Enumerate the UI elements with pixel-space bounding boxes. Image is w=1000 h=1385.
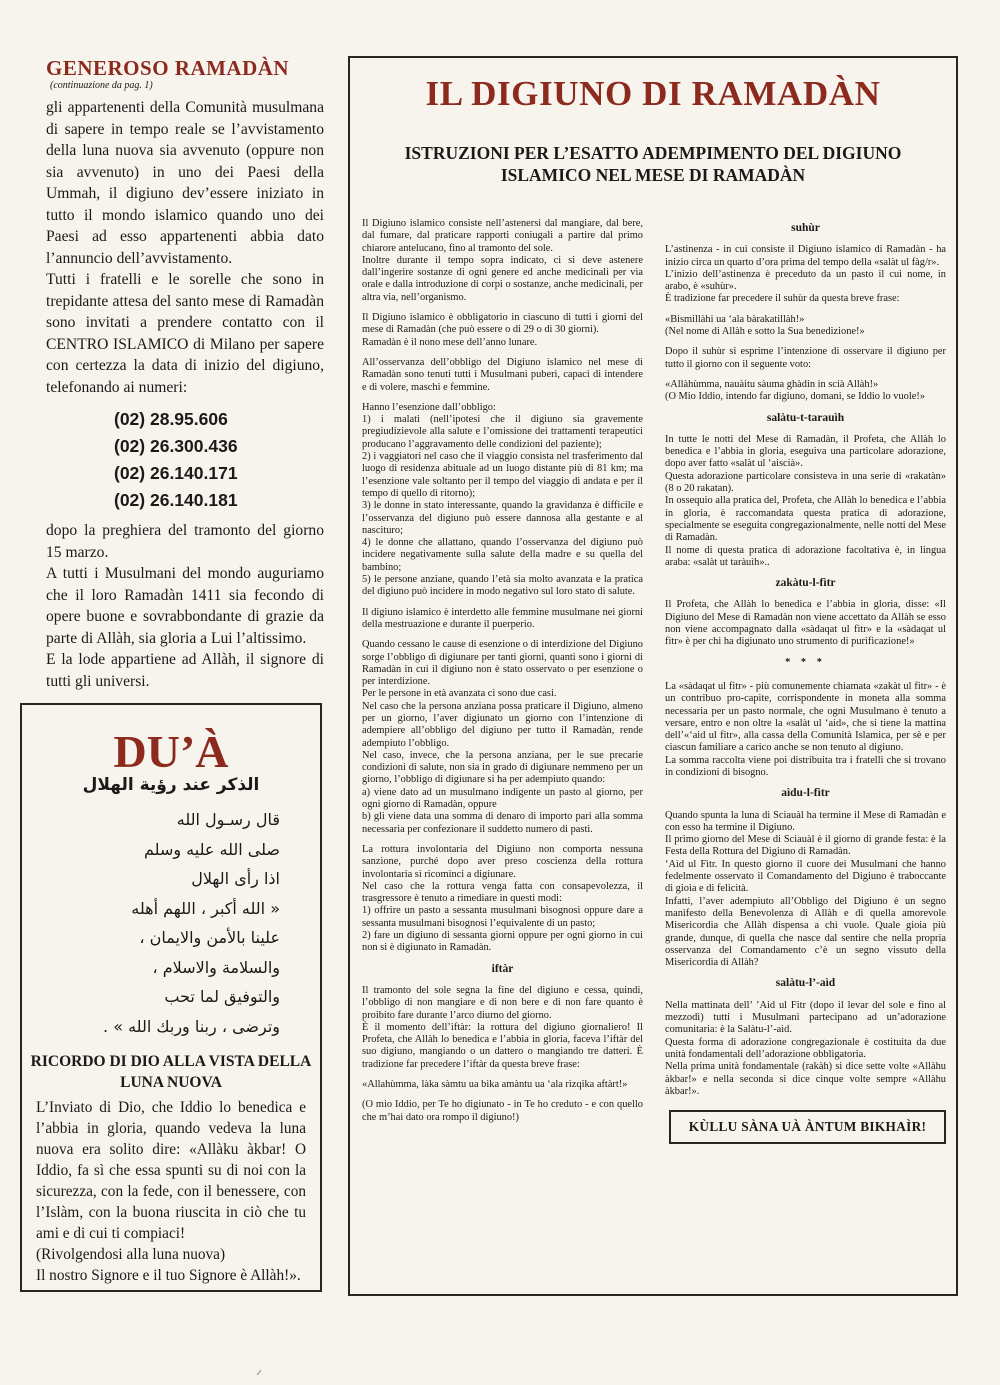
- main-subtitle-line: ISLAMICO NEL MESE DI RAMADÀN: [500, 165, 806, 185]
- paragraph: 4) le donne che allattano, quando l’osservanza del digiuno può incidere negativamente sulla salute della madre e su quella del bambino;: [362, 537, 643, 573]
- main-subtitle: [350, 142, 956, 186]
- paragraph: Dopo il suhùr si esprime l’intenzione di osservare il digiuno per tutto il giorno con il seguente voto:: [665, 346, 946, 370]
- article-columns: [362, 218, 946, 1144]
- paragraph: Hanno l’esenzione dall’obbligo:: [362, 401, 496, 413]
- paragraph: Per le persone in età avanzata ci sono due casi.: [362, 688, 557, 700]
- digiuno-box: [348, 56, 958, 1296]
- arabic-line: قال رسـول الله: [176, 810, 280, 829]
- paragraph: Infatti, l’aver adempiuto all’Obbligo del Digiuno è un segno manifesto della Benevolenza di Allàh e di quella amorevole Misericordia che Allàh dispensa a chi vuole. Quale gioia più grande, dunque, di quella che nasce dal sentire che nella propria osservanza del Comandamento c’è un segno vissuto della Misericordia di Allàh?: [665, 895, 946, 969]
- phone-number: (02) 26.140.181: [114, 490, 238, 510]
- paragraph: Il Profeta, che Allàh lo benedica e l’abbia in gloria, disse: «Il Digiuno del Mese di Ramadàn non viene accettato da Allàh se esso non viene accompagnato dalla «sàdaqat ul fìtr» e la «sàdaqat ul fìtr» è per chi ha digiunato uno strumento di purificazione!»: [665, 599, 946, 648]
- paragraph: Nel caso, invece, che la persona anziana, per le sue precarie condizioni di salute, non sia in grado di digiunare nemmeno per un giorno, l’obbligo di digiunare si ha per adempiuto quando:: [362, 749, 643, 786]
- ricordo-text: (Rivolgendosi alla luna nuova): [36, 1246, 226, 1263]
- paragraph: È il momento dell’iftàr: la rottura del digiuno giornaliero! Il Profeta, che Allàh lo benedica e l’abbia in gloria, faceva l’iftàr del suo digiuno, mangiando o un dattero o mangiando tre datteri. È tradizione far precedere l’iftàr da questa breve frase:: [362, 1021, 643, 1070]
- generoso-subtitle: (continuazione da pag. 1): [50, 80, 153, 91]
- section-divider: * * *: [785, 656, 826, 668]
- paragraph: (Nel nome di Allàh e sotto la Sua benedizione!»: [665, 326, 865, 338]
- paragraph: In ossequio alla pratica del, Profeta, che Allàh lo benedica e l’abbia in gloria, è raccomandata questa pratica di adorazione, specialmente se eseguita congregazionalmente, nelle notti del Mese di Ramadàn.: [665, 495, 947, 544]
- paragraph: Nella mattinata dell’ ’Aid ul Fitr (dopo il levar del sole e fino al mezzodì) tutti i Musulmani partecipano ad un’adorazione comunitaria: è la Salàtu-l’-aìd.: [665, 999, 946, 1036]
- main-subtitle-line: ISTRUZIONI PER L’ESATTO ADEMPIMENTO DEL DIGIUNO: [404, 143, 902, 163]
- generoso-body: [46, 97, 324, 692]
- section-heading-aidu: aìdu-l-fìtr: [781, 787, 830, 800]
- section-heading-zakatu: zakàtu-l-fìtr: [775, 577, 836, 590]
- dua-box: [20, 703, 322, 1292]
- ricordo-text: L’Inviato di Dio, che Iddio lo benedica e l’abbia in gloria, quando vedeva la luna nuova era solito dire: «Allàku àkbar! O Iddio, fa sì che essa spunti su di noi con la sicurezza, con la fede, con il benessere, con l’Islàm, con la buona riuscita in ciò che tu ami e di cui ti compiaci!: [36, 1099, 306, 1242]
- ricordo-body: [36, 1097, 306, 1286]
- ricordo-text: Il nostro Signore e il tuo Signore è Allàh!».: [36, 1267, 301, 1284]
- paragraph: Il digiuno islamico è interdetto alle femmine musulmane nei giorni della mestruazione e durante il puerperio.: [362, 606, 643, 630]
- paragraph: Quando spunta la luna di Sciauàl ha termine il Mese di Ramadàn e con esso ha termine il Digiuno.: [665, 809, 946, 833]
- paragraph: La rottura involontaria del Digiuno non comporta nessuna sanzione, purché dopo aver preso coscienza della rottura involontaria si ricominci a digiunare.: [362, 843, 643, 880]
- paragraph: Il primo giorno del Mese di Sciauàl è il giorno di grande festa: è la Festa della Rottura del Digiuno di Ramadàn.: [665, 834, 946, 858]
- phone-number: (02) 26.300.436: [114, 436, 238, 456]
- closing-greeting-box: KÙLLU SÀNA UÀ ÀNTUM BIKHAÌR!: [669, 1110, 946, 1144]
- generoso-paragraph: E la lode appartiene ad Allàh, il signore di tutti gli universi.: [46, 651, 324, 690]
- arabic-line: اذا رأى الهلال: [191, 869, 280, 888]
- arabic-line: وترضى ، ربنا وربك الله » .: [103, 1016, 280, 1036]
- main-title: IL DIGIUNO DI RAMADÀN: [425, 74, 881, 113]
- paragraph: Nel caso che la rottura venga fatta con consapevolezza, il trasgressore è tenuto a rimediare in questi modi:: [362, 880, 643, 905]
- paragraph: 2) fare un digiuno di sessanta giorni oppure per ogni giorno in cui non si è digiunato in Ramadàn.: [362, 930, 643, 954]
- paragraph: L’astinenza - in cui consiste il Digiuno islamico di Ramadàn - ha inizio circa un quarto d’ora prima del tempo della «salàt ul fàg/r».: [665, 244, 946, 268]
- paragraph: Inoltre durante il tempo sopra indicato, ci si deve astenere dall’ingerire sostanze di ogni genere ed anche medicinali per via orale e dalla introduzione di corpi o sostanze, anche medicinali, per altra via, nell’organismo.: [362, 254, 643, 303]
- section-heading-tarauih: salàtu-t-tarauìh: [766, 411, 845, 424]
- section-heading-iftar: iftàr: [491, 962, 514, 975]
- paragraph: L’inizio dell’astinenza è preceduto da un pasto il cui nome, in arabo, è «suhùr».: [665, 268, 946, 293]
- paragraph: Il tramonto del sole segna la fine del digiuno e cessa, quindi, l’obbligo di non mangiare e di non bere e di non fare quanto è proibito fare durante l’arco diurno del giorno.: [362, 984, 643, 1021]
- paragraph: 2) i vaggiatori nel caso che il viaggio consista nel trasferimento dal luogo di residenza abituale ad un luogo distante più di 81 km; ma l’esenzione vale soltanto per il tempo del viaggio di andata e per il tempo di quello di ritorno);: [362, 451, 643, 499]
- generoso-paragraph: A tutti i Musulmani del mondo auguriamo che il loro Ramadàn 1411 sia fecondo di opere buone e sovrabbondante di grazie da parte di Allàh, sia gloria a Lui l’altissimo.: [46, 565, 324, 647]
- paragraph: Quando cessano le cause di esenzione o di interdizione del Digiuno sorge l’obbligo di digiunare per tanti giorni, quanti sono i giorni di Ramadàn in cui il digiuno non è stato osservato o per esenzione o per interdizione.: [362, 639, 643, 688]
- generoso-section: [46, 56, 324, 692]
- paragraph: La somma raccolta viene poi distribuita tra i fratelli che si trovano in condizioni di bisogno.: [665, 754, 946, 778]
- scan-mark: [257, 1370, 262, 1375]
- section-heading-suhur: suhùr: [791, 222, 820, 234]
- paragraph: La «sàdaqat ul fitr» - più comunemente chiamata «zakàt ul fitr» - è un contribuo pro-capite, corrispondente in moneta alla somma necessaria per un pasto normale, che ogni Musulmano è tenuto a versare, entro e non oltre la «salàt ul ‘aid», che si tiene la mattina dell’«‘aid ul fitr», alla cassa della Comunità Islamica, per sè e per ciascun familiare a carico anche se non tenuto al digiuno.: [665, 680, 946, 754]
- arabic-prayer: [22, 805, 320, 1041]
- dua-title: DU’À: [113, 726, 229, 777]
- arabic-line: « الله أكبر ، اللهم أهله: [131, 898, 280, 918]
- arabic-line: والسلامة والاسلام ،: [152, 957, 280, 977]
- article-column-left: [362, 218, 643, 1144]
- phone-number: (02) 28.95.606: [114, 409, 228, 429]
- paragraph: (O mio Iddio, per Te ho digiunato - in Te ho creduto - e con quello che m’hai dato ora rompo il digiuno!): [362, 1099, 643, 1123]
- paragraph: 1) i malati (nell’ipotesi che il digiuno sia gravemente pregiudizievole alla salute e l’omissione dei trattamenti terapeutici producano l’aggravamento delle condizioni del paziente);: [362, 414, 643, 450]
- paragraph: (O Mio Iddio, intendo far digiuno, domani, se Iddio lo vuole!»: [665, 391, 926, 403]
- paragraph: «Allàhùmma, nauàitu sàuma ghàdin in scià Allàh!»: [665, 378, 879, 390]
- paragraph: «Bismillàhi ua ‘ala bàrakatillàh!»: [665, 313, 805, 325]
- phone-number: (02) 26.140.171: [114, 463, 238, 483]
- paragraph: Il Digiuno islamico è obbligatorio in ciascuno di tutti i giorni del mese di Ramadàn (che può essere o di 29 o di 30 giorni).: [362, 312, 643, 336]
- arabic-heading: الذكر عند رؤية الهلال: [82, 775, 260, 795]
- arabic-line: والتوفيق لما تحب: [164, 987, 280, 1006]
- paragraph: All’osservanza dell’obbligo del Digiuno islamico nel mese di Ramadàn sono tenuti tutti i Musulmani puberi, capaci di intendere e di volere, maschi e femmine.: [362, 356, 643, 393]
- paragraph: Il nome di questa pratica di adorazione facoltativa è, in lingua araba: «salàt ut taràuìh»..: [665, 544, 946, 568]
- arabic-line: علينا بالأمن والايمان ،: [139, 928, 280, 947]
- paragraph: Ramadàn è il nono mese dell’anno lunare.: [362, 336, 538, 348]
- paragraph: Questa forma di adorazione congregazionale è costituita da due unità fondamentali dell’adorazione obbligatoria.: [665, 1036, 946, 1060]
- paragraph: Nella prima unità fondamentale (rakàh) si dice sette volte «Allàhu àkbar!» e nella seconda si dice cinque volte sempre «Allàhu àkbar!».: [665, 1061, 946, 1097]
- paragraph: b) gli viene data una somma di denaro di importo pari alla somma necessaria per confezionare il suddetto numero di pasti.: [362, 811, 643, 835]
- ricordo-title: RICORDO DI DIO ALLA VISTA DELLA LUNA NUOVA: [30, 1053, 312, 1091]
- paragraph: ‘Aìd ul Fìtr. In questo giorno il cuore dei Musulmani che hanno fedelmente osservato il Comandamento del Digiuno è traboccante di gioia e di felicità.: [665, 858, 946, 895]
- paragraph: 1) offrire un pasto a sessanta musulmani bisognosi oppure dare a sessanta musulmani bisognosi l’equivalente di un pasto;: [362, 905, 643, 929]
- paragraph: 3) le donne in stato interessante, quando la gravidanza è difficile e l’osservanza del digiuno può essere dannosa alla gestante e al nascituro;: [362, 500, 643, 536]
- paragraph: «Allahùmma, làka sàmtu ua bìka amàntu ua ‘ala rìzqika aftàrt!»: [362, 1079, 628, 1090]
- paragraph: È tradizione far precedere il suhùr da questa breve frase:: [665, 293, 900, 305]
- article-column-right: [665, 218, 946, 1144]
- generoso-paragraph: Tutti i fratelli e le sorelle che sono in trepidante attesa del santo mese di Ramadàn sono invitati a prendere contatto con il CENTRO ISLAMICO di Milano per sapere con certezza la data di inizio del digiuno, telefonando ai numeri:: [46, 271, 324, 396]
- paragraph: In tutte le notti del Mese di Ramadàn, il Profeta, che Allàh lo benedica e l’abbia in gloria, eseguiva una particolare adorazione, dopo aver fatto «salàt ul ‘aiscià».: [665, 433, 946, 470]
- section-heading-aid: salàtu-l’-aìd: [775, 977, 836, 990]
- arabic-line: صلى الله عليه وسلم: [144, 839, 280, 859]
- paragraph: a) viene dato ad un musulmano indigente un pasto al giorno, per ogni giorno di Ramadàn, oppure: [362, 786, 643, 811]
- generoso-title: GENEROSO RAMADÀN: [46, 56, 290, 80]
- paragraph: Il Digiuno islamico consiste nell’astenersi dal mangiare, dal bere, dal fumare, dal praticare rapporti coniugali a partire dal primo chiarore antelucano, fino al tramonto del sole.: [362, 218, 643, 254]
- generoso-paragraph: gli appartenenti della Comunità musulmana di sapere in tempo reale se l’avvistamento della luna nuova sia avvenuto (oppure non sia avvenuto) in uno dei Paesi della Ummah, il digiuno dev’essere iniziato in tutto il mondo islamico quando uno dei Paesi ad esso appartenenti abbia dato l’annuncio dell’avvistamento.: [46, 99, 324, 267]
- phone-list: [114, 406, 324, 514]
- generoso-paragraph: dopo la preghiera del tramonto del giorno 15 marzo.: [46, 522, 324, 561]
- paragraph: Questa adorazione particolare consisteva in una serie di «rakatàn» (8 o 20 rakatan).: [665, 470, 946, 495]
- paragraph: 5) le persone anziane, quando l’età sia molto avanzata e la pratica del digiuno può incidere in modo negativo sul loro stato di salute.: [362, 574, 643, 598]
- paragraph: Nel caso che la persona anziana possa praticare il Digiuno, almeno per un giorno, l’aver digiunato un giorno con l’intenzione di adempiere all’obbligo del digiuno per tutto il Ramadàn, rende adempiuto l’obbligo.: [362, 700, 643, 749]
